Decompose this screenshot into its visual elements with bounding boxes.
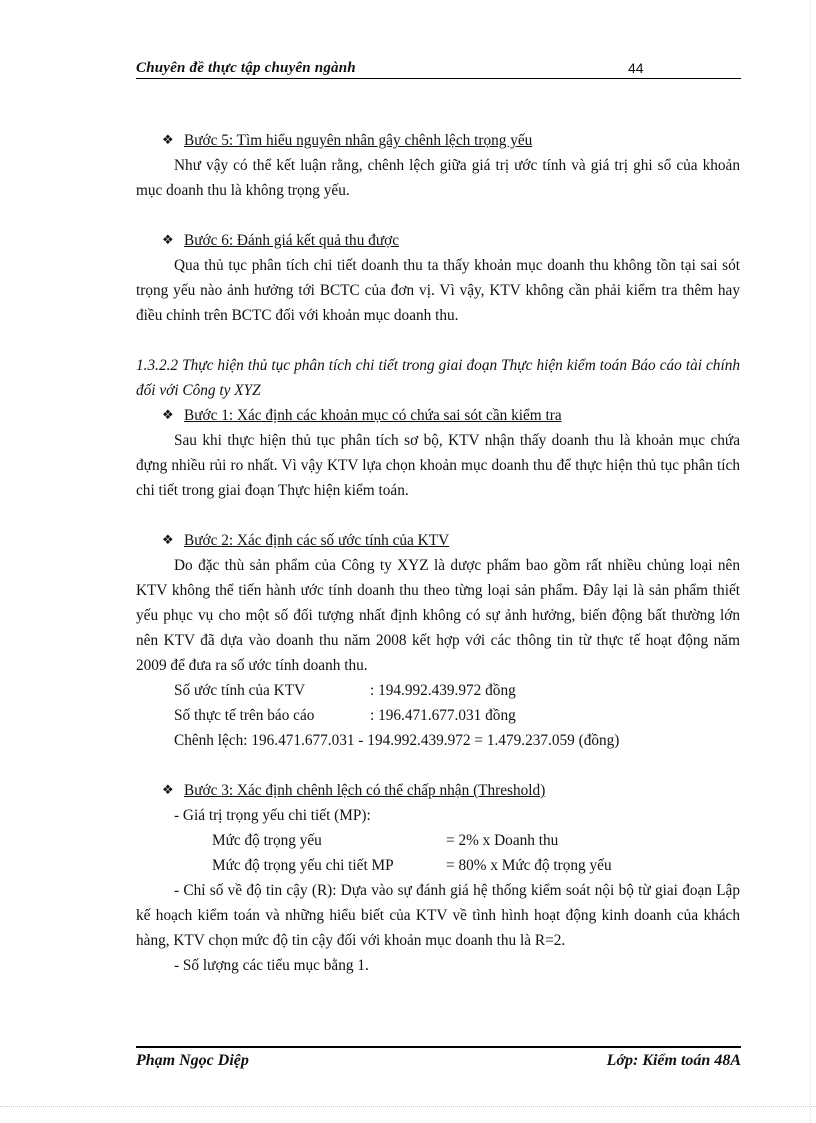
step-5-heading <box>162 128 740 153</box>
materiality-row <box>136 828 740 853</box>
diamond-bullet-icon: ❖ <box>162 133 174 148</box>
footer-author: Phạm Ngọc Diệp <box>136 1052 249 1069</box>
b2-paragraph: Do đặc thù sản phẩm của Công ty XYZ là dược phẩm bao gồm rất nhiều chủng loại nên KTV không thể tiến hành ước tính doanh thu theo từng loại sản phẩm. Đây lại là sản phẩm thiết yếu phục vụ cho một số đối tượng nhất định không có sự ảnh hưởng, biến động bất thường lớn nên KTV đã dựa vào doanh thu năm 2008 kết hợp với các thông tin từ thực tế hoạt động năm 2009 để đưa ra số ước tính doanh thu. <box>136 557 740 674</box>
actual-value: : 196.471.677.031 đồng <box>370 707 516 724</box>
b1-label: Bước 1: Xác định các khoản mục có chứa sai sót cần kiểm tra <box>184 407 562 424</box>
document-body <box>136 128 740 978</box>
materiality-label: Mức độ trọng yếu <box>212 832 322 849</box>
b1-paragraph: Sau khi thực hiện thủ tục phân tích sơ bộ, KTV nhận thấy doanh thu là khoản mục chứa đựng nhiều rủi ro nhất. Vì vậy KTV lựa chọn khoản mục doanh thu để thực hiện thủ tục phân tích chi tiết trong giai đoạn Thực hiện kiểm toán. <box>136 432 740 499</box>
header-title: Chuyên đề thực tập chuyên ngành <box>136 60 356 76</box>
diamond-bullet-icon: ❖ <box>162 533 174 548</box>
estimate-label: Số ước tính của KTV <box>174 682 306 699</box>
b2-heading <box>162 528 740 553</box>
b3-label: Bước 3: Xác định chênh lệch có thể chấp nhận (Threshold) <box>184 782 546 799</box>
reliability-paragraph: - Chỉ số về độ tin cậy (R): Dựa vào sự đánh giá hệ thống kiểm soát nội bộ từ giai đoạn Lập kế hoạch kiểm toán và những hiểu biết của KTV về tình hình hoạt động kinh doanh của khách hàng, KTV chọn mức độ tin cậy đối với khoản mục doanh thu là R=2. <box>136 882 740 949</box>
footer-class: Lớp: Kiểm toán 48A <box>606 1052 741 1069</box>
estimate-row <box>136 678 740 703</box>
sub-items-line: - Số lượng các tiểu mục bằng 1. <box>174 957 369 974</box>
page-number: 44 <box>628 60 644 76</box>
mp-row <box>136 853 740 878</box>
step-6-label: Bước 6: Đánh giá kết quả thu được <box>184 232 400 249</box>
page-edge-right <box>810 0 811 1123</box>
difference-line: Chênh lệch: 196.471.677.031 - 194.992.439.972 = 1.479.237.059 (đồng) <box>174 732 620 749</box>
page-footer <box>136 1046 741 1068</box>
diamond-bullet-icon: ❖ <box>162 408 174 423</box>
mp-label: Mức độ trọng yếu chi tiết MP <box>212 857 394 874</box>
b3-heading <box>162 778 740 803</box>
diamond-bullet-icon: ❖ <box>162 783 174 798</box>
diamond-bullet-icon: ❖ <box>162 233 174 248</box>
section-heading: 1.3.2.2 Thực hiện thủ tục phân tích chi tiết trong giai đoạn Thực hiện kiểm toán Báo cáo tài chính đối với Công ty XYZ <box>136 357 740 399</box>
actual-label: Số thực tế trên báo cáo <box>174 707 315 724</box>
estimate-value: : 194.992.439.972 đồng <box>370 682 516 699</box>
b1-heading <box>162 403 740 428</box>
step-6-paragraph: Qua thủ tục phân tích chi tiết doanh thu ta thấy khoản mục doanh thu không tồn tại sai sót trọng yếu nào ảnh hưởng tới BCTC của đơn vị. Vì vậy, KTV không cần phải kiểm tra thêm hay điều chỉnh trên BCTC đối với khoản mục doanh thu. <box>136 257 740 324</box>
mp-value: = 80% x Mức độ trọng yếu <box>446 857 612 874</box>
b2-label: Bước 2: Xác định các số ước tính của KTV <box>184 532 450 549</box>
step-5-label: Bước 5: Tìm hiểu nguyên nhân gây chênh lệch trọng yếu <box>184 132 533 149</box>
materiality-value: = 2% x Doanh thu <box>446 832 559 849</box>
step-6-heading <box>162 228 740 253</box>
mp-intro: - Giá trị trọng yếu chi tiết (MP): <box>174 807 371 824</box>
actual-row <box>136 703 740 728</box>
page-header <box>136 60 741 79</box>
step-5-paragraph: Như vậy có thể kết luận rằng, chênh lệch giữa giá trị ước tính và giá trị ghi sổ của khoản mục doanh thu là không trọng yếu. <box>136 157 740 199</box>
page-edge-bottom <box>0 1106 816 1107</box>
